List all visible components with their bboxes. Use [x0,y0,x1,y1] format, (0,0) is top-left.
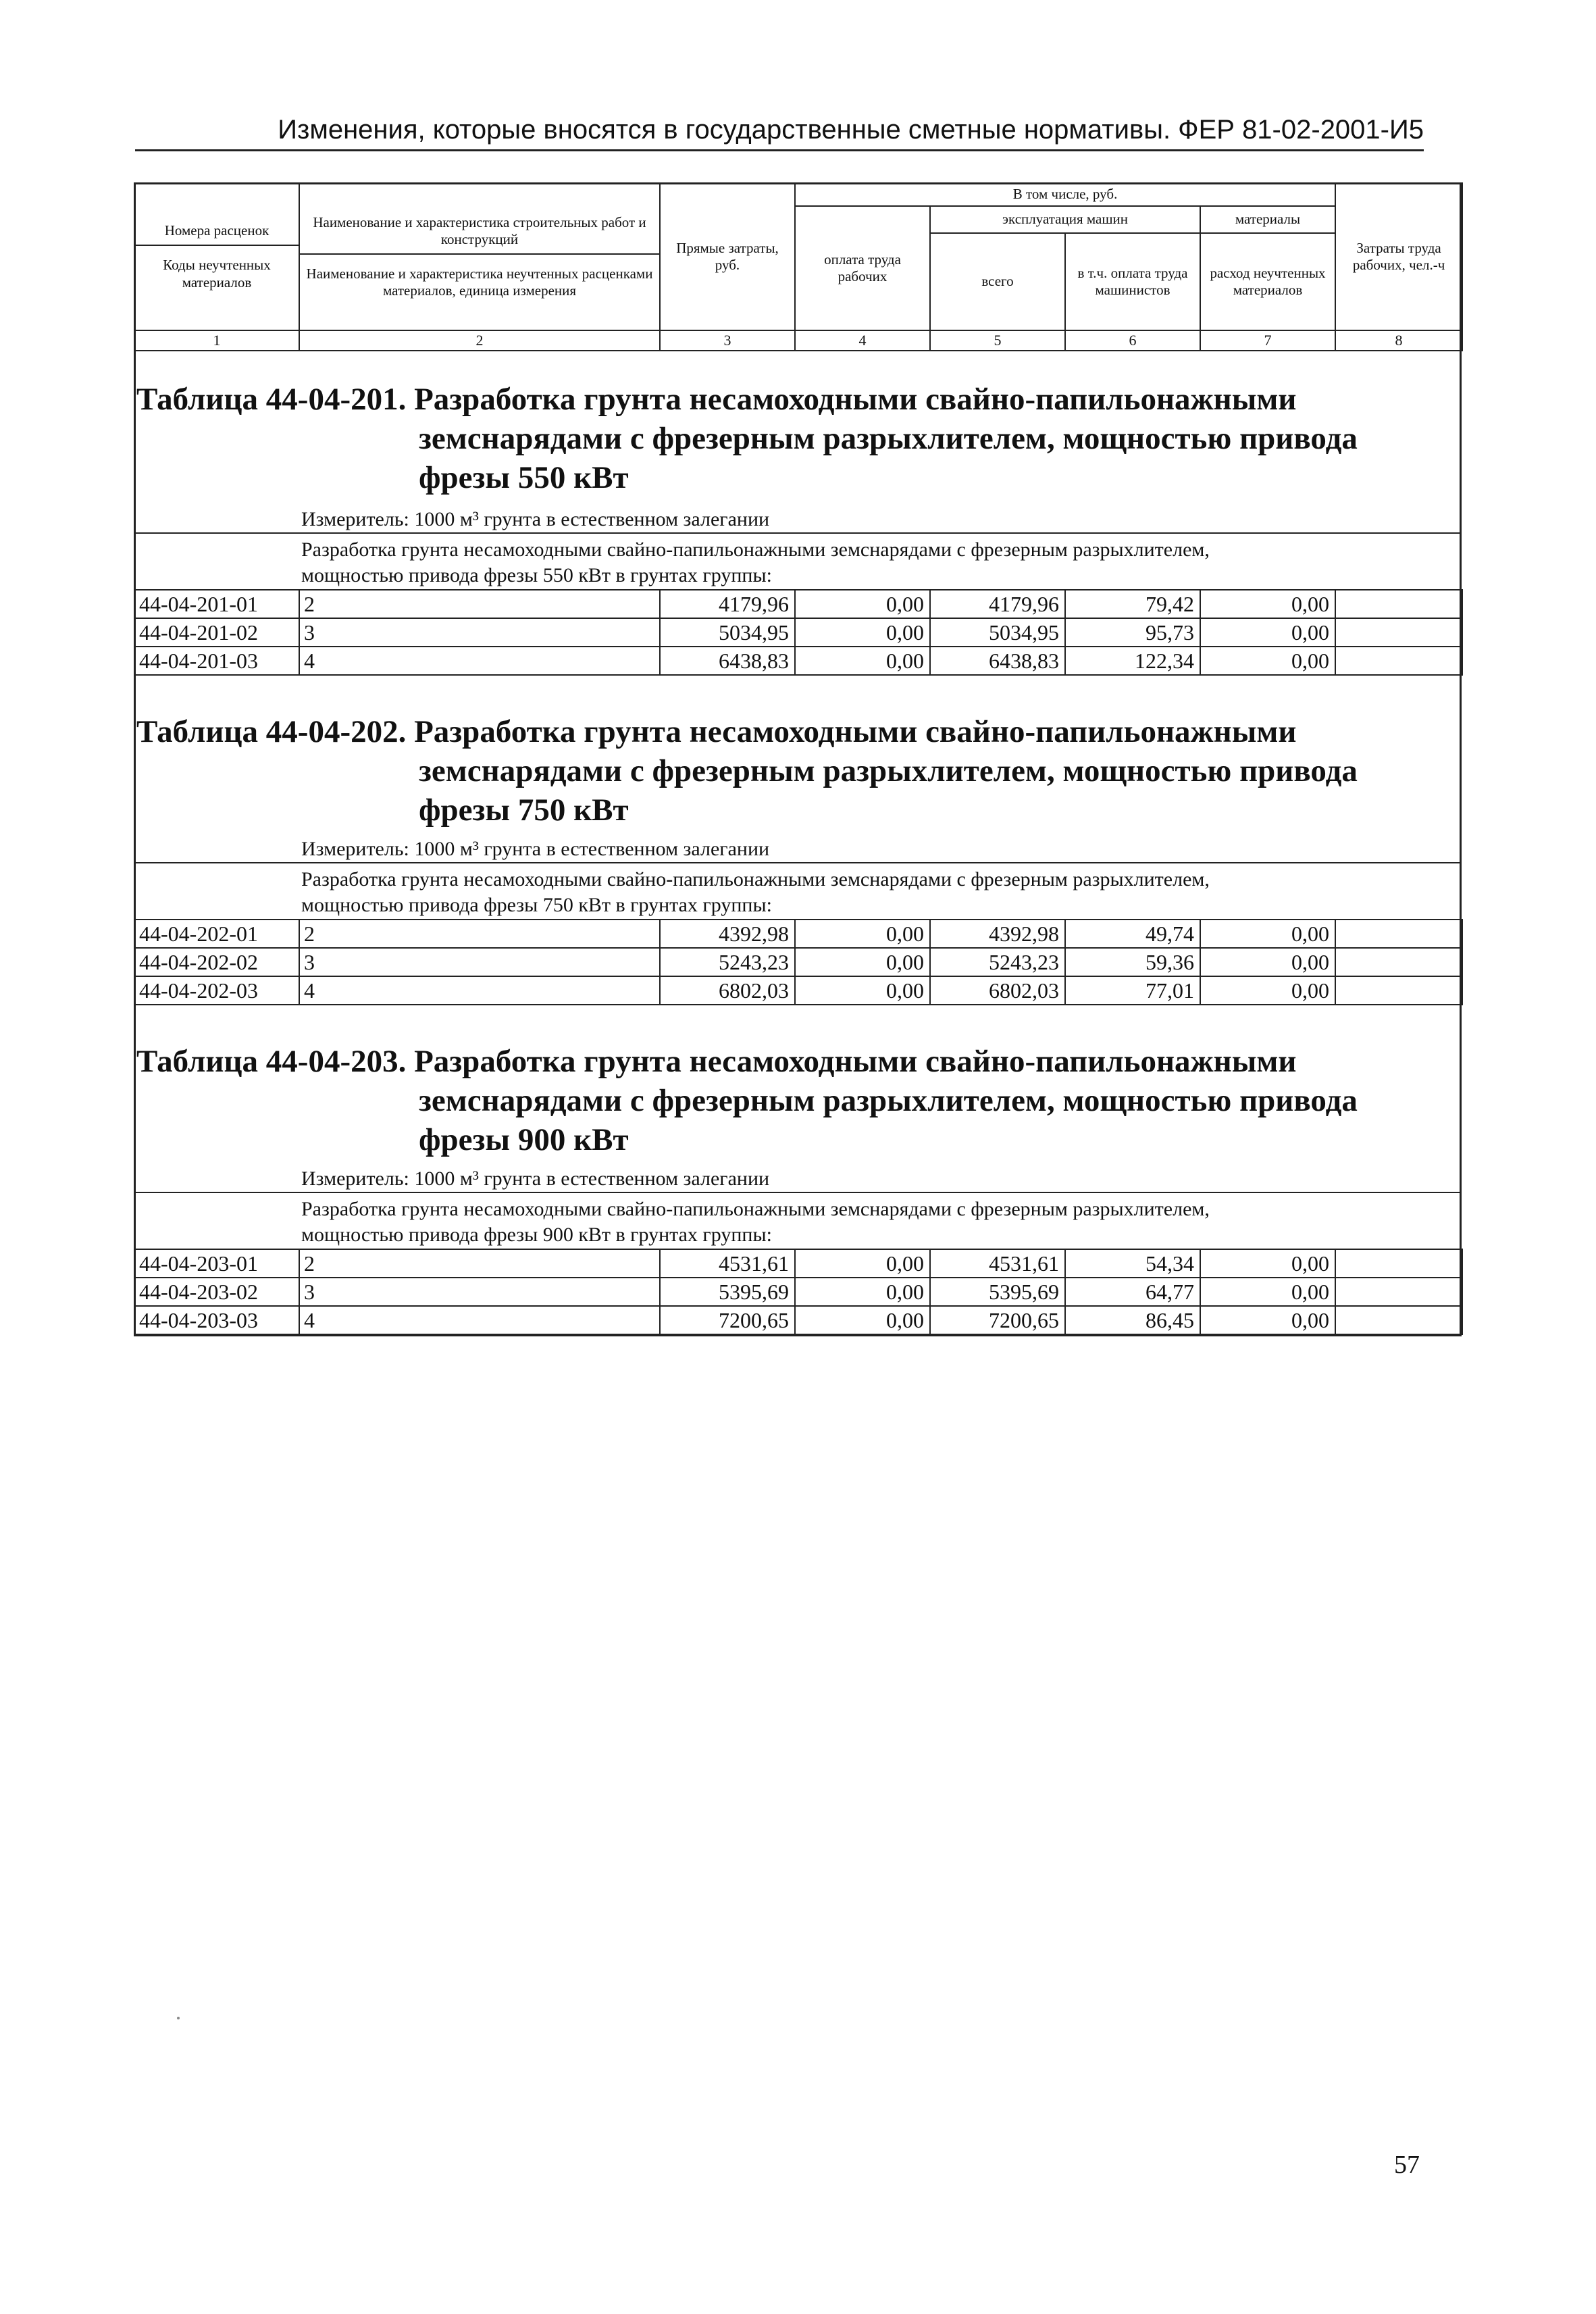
row-machines-cost: 4531,61 [930,1249,1065,1278]
table-row [134,948,1462,976]
row-labor-cost: 0,00 [795,590,930,618]
row-labor-hours [1335,618,1462,647]
col-header-machines-total: всего [930,233,1065,330]
col-number-7: 7 [1200,330,1335,351]
row-operators-cost: 122,34 [1065,647,1200,675]
row-materials-cost: 0,00 [1200,590,1335,618]
row-labor-hours [1335,948,1462,976]
row-materials-cost: 0,00 [1200,618,1335,647]
col-header-codes-top: Номера расценок [164,222,269,239]
col-header-unaccounted: расход неучтенных материалов [1200,233,1335,330]
row-code: 44-04-203-03 [134,1306,299,1334]
scan-speck [177,2017,180,2019]
row-materials-cost: 0,00 [1200,948,1335,976]
row-materials-cost: 0,00 [1200,1278,1335,1306]
row-operators-cost: 95,73 [1065,618,1200,647]
row-soil-group: 2 [299,590,660,618]
row-machines-cost: 5243,23 [930,948,1065,976]
section-description: Разработка грунта несамоходными свайно-папильонажными земснарядами с фрезерным разрыхлителем, [301,868,1210,890]
section-title-line: фрезы 900 кВт [419,1122,629,1157]
row-operators-cost: 86,45 [1065,1306,1200,1334]
section-description: мощностью привода фрезы 900 кВт в грунтах группы: [301,1224,772,1246]
row-soil-group: 4 [299,1306,660,1334]
col-header-names-bottom: Наименование и характеристика неучтенных расценками материалов, единица измерения [300,253,659,299]
row-labor-cost: 0,00 [795,920,930,948]
measurement-unit: Измеритель: 1000 м³ грунта в естественном залегании [301,1167,770,1190]
row-soil-group: 4 [299,976,660,1005]
row-code: 44-04-201-01 [134,590,299,618]
section-title [136,712,1453,830]
section-title [136,380,1453,497]
row-soil-group: 3 [299,1278,660,1306]
row-materials-cost: 0,00 [1200,1306,1335,1334]
col-header-group: В том числе, руб. [795,183,1335,206]
section-description: мощностью привода фрезы 550 кВт в грунтах группы: [301,564,772,586]
col-number-2: 2 [299,330,660,351]
row-code: 44-04-203-02 [134,1278,299,1306]
measurement-unit: Измеритель: 1000 м³ грунта в естественном залегании [301,838,770,860]
row-labor-cost: 0,00 [795,976,930,1005]
section-title-line: Таблица 44-04-202. Разработка грунта несамоходными свайно-папильонажными [136,714,1297,749]
row-direct-cost: 4531,61 [660,1249,795,1278]
section-title [136,1042,1453,1159]
col-header-hours: Затраты труда рабочих, чел.-ч [1335,183,1462,330]
table-row [134,647,1462,675]
row-code: 44-04-201-02 [134,618,299,647]
row-machines-cost: 5034,95 [930,618,1065,647]
section-title-line: земснарядами с фрезерным разрыхлителем, мощностью привода [419,753,1358,788]
table-row [134,1306,1462,1334]
col-header-labor: оплата труда рабочих [795,206,930,330]
row-machines-cost: 4392,98 [930,920,1065,948]
data-table [134,1249,1463,1335]
row-direct-cost: 5395,69 [660,1278,795,1306]
row-labor-hours [1335,647,1462,675]
measurement-unit: Измеритель: 1000 м³ грунта в естественном залегании [301,508,770,530]
col-header-exploitation: эксплуатация машин [930,206,1200,233]
col-header-materials: материалы [1200,206,1335,233]
row-code: 44-04-203-01 [134,1249,299,1278]
row-direct-cost: 5243,23 [660,948,795,976]
col-header-names-top: Наименование и характеристика строительных работ и конструкций [313,213,646,247]
data-table [134,589,1463,676]
row-operators-cost: 79,42 [1065,590,1200,618]
section-title-line: фрезы 750 кВт [419,793,629,828]
section-description: Разработка грунта несамоходными свайно-папильонажными земснарядами с фрезерным разрыхлителем, [301,538,1210,561]
table-row [134,976,1462,1005]
col-header-codes [134,183,299,330]
row-direct-cost: 7200,65 [660,1306,795,1334]
row-operators-cost: 59,36 [1065,948,1200,976]
divider [134,532,1462,534]
col-header-direct: Прямые затраты, руб. [660,183,795,330]
row-labor-hours [1335,1278,1462,1306]
row-machines-cost: 5395,69 [930,1278,1065,1306]
row-machines-cost: 6802,03 [930,976,1065,1005]
running-header: Изменения, которые вносятся в государственные сметные нормативы. ФЕР 81-02-2001-И5 [135,115,1424,151]
row-labor-cost: 0,00 [795,647,930,675]
row-labor-cost: 0,00 [795,948,930,976]
row-direct-cost: 4392,98 [660,920,795,948]
col-number-1: 1 [134,330,299,351]
table-row [134,618,1462,647]
row-operators-cost: 64,77 [1065,1278,1200,1306]
row-soil-group: 4 [299,647,660,675]
data-table [134,919,1463,1005]
row-machines-cost: 7200,65 [930,1306,1065,1334]
row-soil-group: 3 [299,618,660,647]
row-machines-cost: 6438,83 [930,647,1065,675]
col-number-3: 3 [660,330,795,351]
col-header-codes-bottom: Коды неучтенных материалов [135,245,299,291]
row-code: 44-04-202-01 [134,920,299,948]
divider [134,862,1462,863]
col-number-4: 4 [795,330,930,351]
section-description: мощностью привода фрезы 750 кВт в грунтах группы: [301,894,772,916]
section-title-line: земснарядами с фрезерным разрыхлителем, мощностью привода [419,1083,1358,1118]
column-header-table [134,182,1463,351]
row-code: 44-04-201-03 [134,647,299,675]
row-soil-group: 3 [299,948,660,976]
row-labor-hours [1335,590,1462,618]
row-operators-cost: 77,01 [1065,976,1200,1005]
table-row [134,920,1462,948]
table-row [134,1278,1462,1306]
row-materials-cost: 0,00 [1200,920,1335,948]
row-direct-cost: 5034,95 [660,618,795,647]
row-code: 44-04-202-03 [134,976,299,1005]
row-labor-cost: 0,00 [795,1278,930,1306]
table-row [134,1249,1462,1278]
row-materials-cost: 0,00 [1200,647,1335,675]
row-labor-cost: 0,00 [795,1249,930,1278]
row-labor-hours [1335,976,1462,1005]
row-operators-cost: 49,74 [1065,920,1200,948]
section-title-line: земснарядами с фрезерным разрыхлителем, мощностью привода [419,421,1358,456]
section-description: Разработка грунта несамоходными свайно-папильонажными земснарядами с фрезерным разрыхлителем, [301,1198,1210,1220]
row-materials-cost: 0,00 [1200,976,1335,1005]
row-materials-cost: 0,00 [1200,1249,1335,1278]
page-number: 57 [1394,2150,1420,2179]
row-machines-cost: 4179,96 [930,590,1065,618]
row-labor-cost: 0,00 [795,1306,930,1334]
row-labor-hours [1335,1306,1462,1334]
col-header-operators: в т.ч. оплата труда машинистов [1065,233,1200,330]
row-operators-cost: 54,34 [1065,1249,1200,1278]
row-soil-group: 2 [299,920,660,948]
section-title-line: Таблица 44-04-203. Разработка грунта несамоходными свайно-папильонажными [136,1044,1297,1079]
col-header-names [299,183,660,330]
section-title-line: Таблица 44-04-201. Разработка грунта несамоходными свайно-папильонажными [136,382,1297,417]
col-number-5: 5 [930,330,1065,351]
row-direct-cost: 4179,96 [660,590,795,618]
row-direct-cost: 6802,03 [660,976,795,1005]
col-number-6: 6 [1065,330,1200,351]
row-labor-hours [1335,1249,1462,1278]
section-title-line: фрезы 550 кВт [419,460,629,495]
row-code: 44-04-202-02 [134,948,299,976]
col-number-8: 8 [1335,330,1462,351]
row-labor-hours [1335,920,1462,948]
divider [134,1192,1462,1193]
row-direct-cost: 6438,83 [660,647,795,675]
table-row [134,590,1462,618]
row-labor-cost: 0,00 [795,618,930,647]
row-soil-group: 2 [299,1249,660,1278]
